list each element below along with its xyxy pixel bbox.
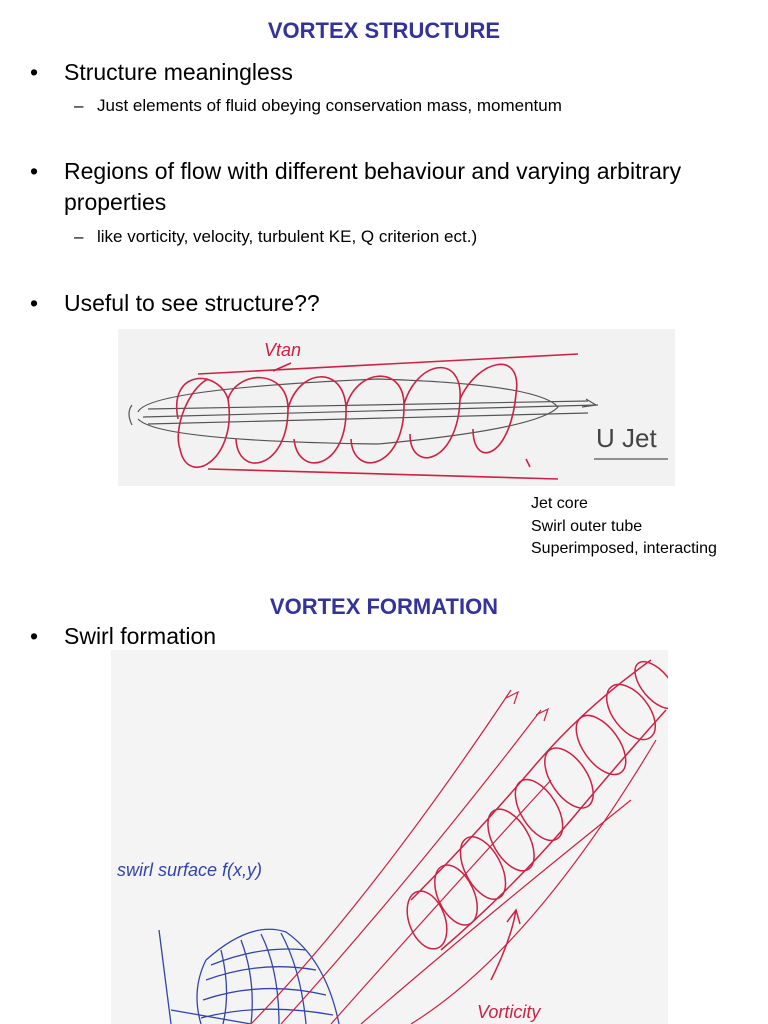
section-title-vortex-structure: VORTEX STRUCTURE xyxy=(267,18,501,43)
bullet-text: Swirl formation xyxy=(64,623,217,649)
dash-icon: – xyxy=(74,96,84,115)
caption-line: Jet core xyxy=(531,495,588,512)
vtan-label: Vtan xyxy=(264,340,302,360)
bullet-icon: • xyxy=(30,59,39,85)
sketch-caption xyxy=(531,493,717,561)
bullet-text: Structure meaningless xyxy=(64,59,293,85)
bullet-icon: • xyxy=(30,158,39,184)
caption-line: Swirl outer tube xyxy=(531,517,643,535)
swirl-surface-label: swirl surface f(x,y) xyxy=(117,860,263,880)
vortex-jet-sketch-drawing xyxy=(118,329,675,486)
dash-icon: – xyxy=(74,227,84,246)
bullet-text: Useful to see structure?? xyxy=(64,290,320,316)
bullet-icon: • xyxy=(30,290,39,316)
section-title-vortex-formation: VORTEX FORMATION xyxy=(269,594,499,619)
caption-line: Superimposed, interacting xyxy=(531,540,717,557)
bullet-text: Regions of flow with different behaviour and varying arbitrary properties xyxy=(64,158,682,215)
vorticity-label: Vorticity xyxy=(477,1002,541,1022)
sub-bullet-text: Just elements of fluid obeying conservation mass, momentum xyxy=(97,96,562,115)
swirl-formation-sketch-drawing xyxy=(111,650,668,1024)
swirl-formation-sketch xyxy=(111,650,668,1024)
sub-bullet-text: like vorticity, velocity, turbulent KE, Q criterion ect.) xyxy=(97,227,478,246)
ujet-label: U Jet xyxy=(596,423,657,453)
bullet-icon: • xyxy=(30,623,39,649)
vortex-jet-sketch xyxy=(118,329,675,486)
